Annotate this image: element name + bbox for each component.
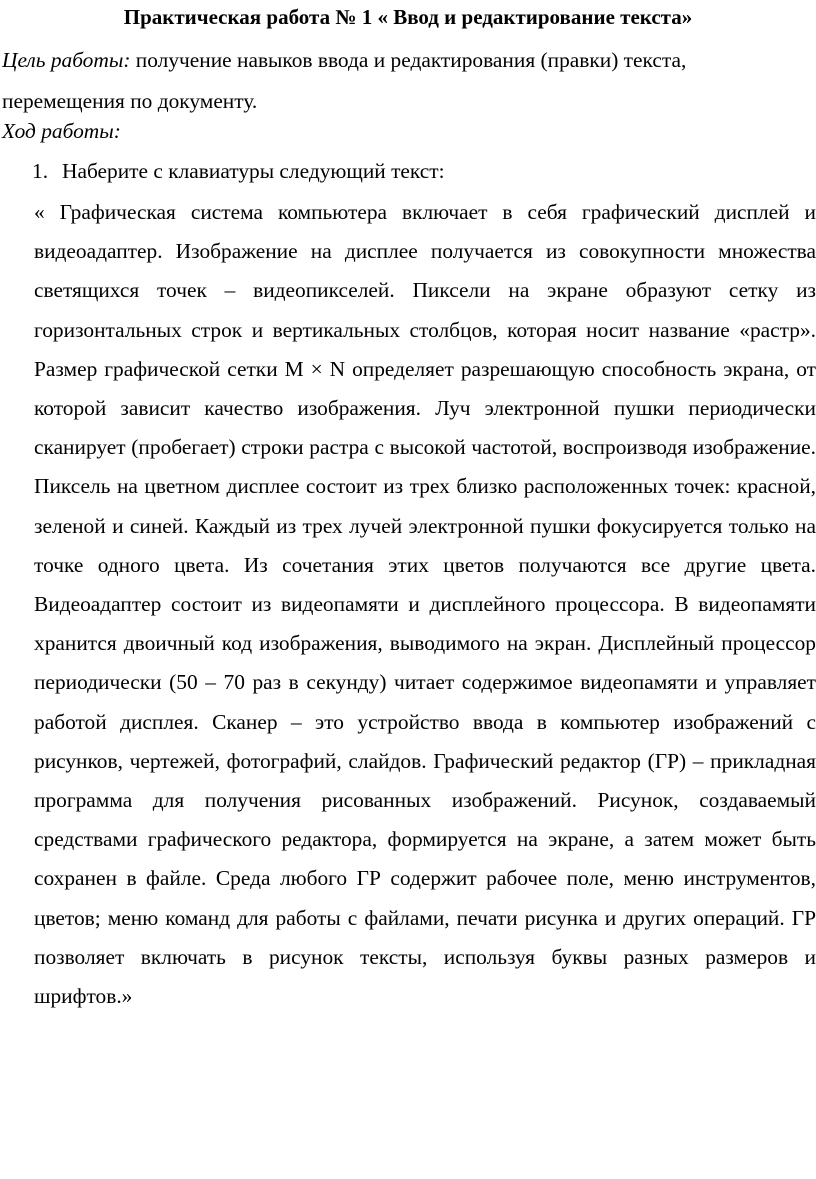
step-item xyxy=(32,154,445,188)
progress-label: Ход работы: xyxy=(2,119,121,143)
step-number: 1. xyxy=(32,159,49,183)
page-title: Практическая работа № 1 « Ввод и редактирование текста» xyxy=(123,5,693,29)
body-text: « Графическая система компьютера включает в себя графический дисплей и видеоадаптер. Изображение на дисплее получается из совокупности множества светящихся точек – видеопикселей. Пиксели на экране образуют сетку из горизонтальных строк и вертикальных столбцов, которая носит название «растр». Размер графической сетки M × N определяет разрешающую способность экрана, от которой зависит качество изображения. Луч электронной пушки периодически сканирует (пробегает) строки растра с высокой частотой, воспроизводя изображение. Пиксель на цветном дисплее состоит из трех близко расположенных точек: красной, зеленой и синей. Каждый из трех лучей электронной пушки фокусируется только на точке одного цвета. Из сочетания этих цветов получаются все другие цвета. Видеоадаптер состоит из видеопамяти и дисплейного процессора. В видеопамяти хранится двоичный код изображения, выводимого на экран. Дисплейный процессор периодически (50 – 70 раз в секунду) читает содержимое видеопамяти и управляет работой дисплея. Сканер – это устройство ввода в компьютер изображений с рисунков, чертежей, фотографий, слайдов. Графический редактор (ГР) – прикладная программа для получения рисованных изображений. Рисунок, создаваемый средствами графического редактора, формируется на экране, а затем может быть сохранен в файле. Среда любого ГР содержит рабочее поле, меню инструментов, цветов; меню команд для работы с файлами, печати рисунка и других операций. ГР позволяет включать в рисунок тексты, используя буквы разных размеров и шрифтов.» xyxy=(34,200,816,1009)
goal-text: получение навыков ввода и редактирования (правки) текста, перемещения по документу. xyxy=(2,48,687,113)
step-text: Наберите с клавиатуры следующий текст: xyxy=(62,159,445,183)
goal-label: Цель работы: xyxy=(2,48,131,72)
goal-paragraph xyxy=(2,40,814,122)
